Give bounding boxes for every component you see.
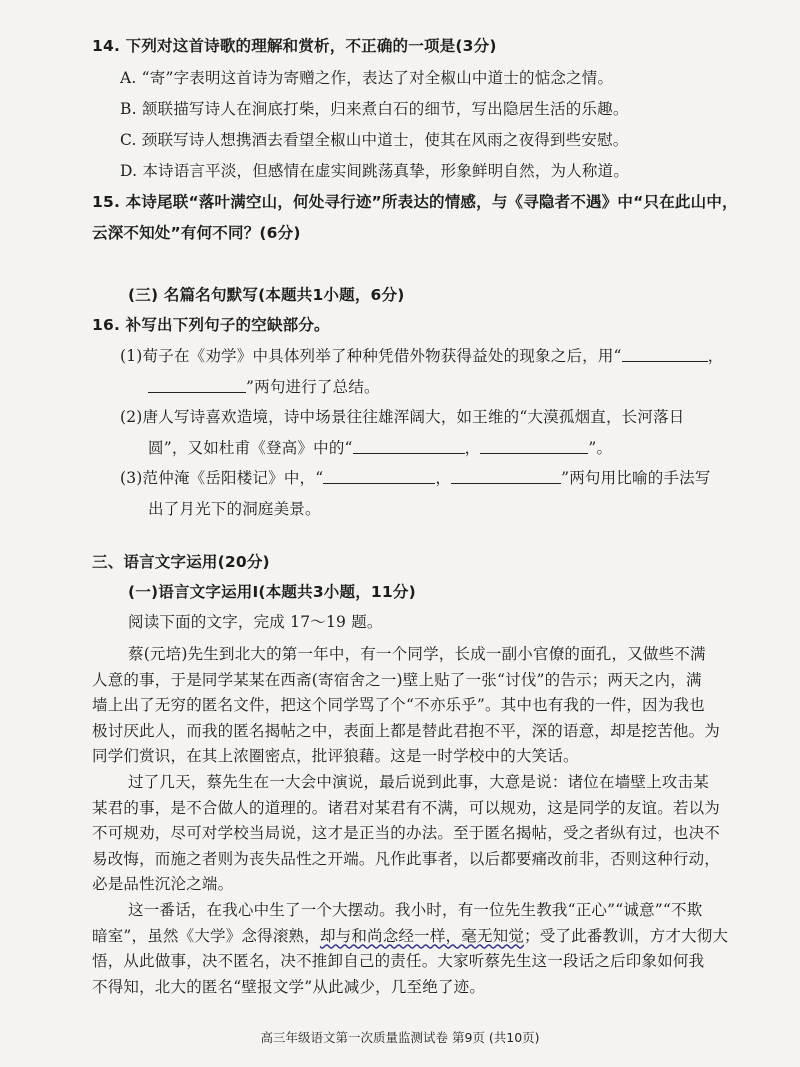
passage-line: 不可规劝，尽可对学校当局说，这才是正当的办法。至于匿名揭帖，受之者纵有过，也决不 <box>92 824 721 843</box>
passage-line: 同学们赏识，在其上浓圈密点，批评狼藉。这是一时学校中的大笑话。 <box>92 747 579 766</box>
q14-option-c: C. 颈联写诗人想携酒去看望全椒山中道士，使其在风雨之夜得到些安慰。 <box>120 131 629 149</box>
passage-line: 易改悔，而施之者则为丧失品性之开端。凡作此事者，以后都要痛改前非，否则这种行动， <box>92 849 721 868</box>
q14-option-a: A. “寄”字表明这首诗为寄赠之作，表达了对全椒山中道士的惦念之情。 <box>120 69 614 87</box>
passage-line: 悟，从此做事，决不匿名，决不推卸自己的责任。大家听蔡先生这一段话之后印象如何我 <box>92 952 705 971</box>
q15-line2: 云深不知处”有何不同？(6分) <box>92 224 301 242</box>
q16-p2-text-c: ， <box>464 439 481 457</box>
q16-p2-text-d: ”。 <box>588 439 613 457</box>
q16-part1-line2 <box>148 375 380 397</box>
answer-blank-4[interactable] <box>480 439 588 454</box>
page-footer: 高三年级语文第一次质量监测试卷 第9页 (共10页) <box>260 1030 540 1045</box>
passage-line: 不得知，北大的匿名“壁报文学”从此减少，几至绝了迹。 <box>92 977 486 996</box>
q14-option-d: D. 本诗语言平淡，但感情在虚实间跳荡真挚，形象鲜明自然，为人称道。 <box>120 162 630 180</box>
answer-blank-3[interactable] <box>353 439 465 454</box>
section-famous-lines-heading: (三) 名篇名句默写(本题共1小题，6分) <box>128 286 405 304</box>
underlined-phrase: 却与和尚念经一样，毫无知觉 <box>319 926 525 945</box>
passage-segment: ；受了此番教训，方才大彻大 <box>524 926 729 945</box>
q16-p3-text-a: (3)范仲淹《岳阳楼记》中，“ <box>120 469 324 487</box>
q16-p1-text-a: (1)荀子在《劝学》中具体列举了种种凭借外物获得益处的现象之后，用“ <box>120 347 622 365</box>
q16-part3-line2: 出了月光下的洞庭美景。 <box>148 500 321 518</box>
q14-option-b: B. 颔联描写诗人在涧底打柴，归来煮白石的细节，写出隐居生活的乐趣。 <box>120 100 629 118</box>
passage-line: 这一番话，在我心中生了一个大摆动。我小时，有一位先生教我“正心”“诚意”“不欺 <box>128 901 703 919</box>
q16-part2-line2 <box>148 436 612 458</box>
reading-instruction: 阅读下面的文字，完成 17～19 题。 <box>128 613 383 631</box>
passage-line: 极讨厌此人，而我的匿名揭帖之中，表面上都是替此君抱不平，深的语意，却是挖苦他。为 <box>92 721 721 740</box>
q16-part3-line1 <box>120 466 711 488</box>
q16-p3-text-c: ”两句用比喻的手法写 <box>561 469 711 487</box>
passage-line: 人意的事，于是同学某某在西斋(寄宿舍之一)壁上贴了一张“讨伐”的告示；两天之内，满 <box>92 670 702 689</box>
q16-p3-text-b: ， <box>435 469 452 487</box>
passage-line: 必是品性沉沦之端。 <box>92 875 234 894</box>
passage-line: 蔡(元培)先生到北大的第一年中，有一个同学，长成一副小官僚的面孔，又做些不满 <box>128 645 706 663</box>
q16-p2-text-b: 圆”，又如杜甫《登高》中的“ <box>148 439 353 457</box>
section-three-title: 三、语言文字运用(20分) <box>92 553 270 571</box>
passage-segment: 暗室”，虽然《大学》念得滚熟， <box>92 926 320 945</box>
passage-line: 某君的事，是不合做人的道理的。诸君对某君有不满，可以规劝，这是同学的友谊。若以为 <box>92 798 721 817</box>
q16-stem: 16. 补写出下列句子的空缺部分。 <box>92 316 330 334</box>
q16-p1-text-b: ， <box>707 347 724 365</box>
answer-blank-6[interactable] <box>451 469 561 484</box>
q15-line1: 15. 本诗尾联“落叶满空山，何处寻行迹”所表达的情感，与《寻隐者不遇》中“只在此山中， <box>92 193 738 211</box>
section-three-sub: (一)语言文字运用Ⅰ(本题共3小题，11分) <box>128 583 416 601</box>
q16-part1-line1 <box>120 344 723 366</box>
q16-p1-text-c: ”两句进行了总结。 <box>246 378 380 396</box>
passage-line-underlined <box>92 924 728 946</box>
q14-stem: 14. 下列对这首诗歌的理解和赏析，不正确的一项是(3分) <box>92 37 497 55</box>
answer-blank-2[interactable] <box>148 378 246 393</box>
q16-part2-line1: (2)唐人写诗喜欢造境，诗中场景往往雄浑阔大，如王维的“大漠孤烟直，长河落日 <box>120 408 685 426</box>
answer-blank-5[interactable] <box>323 469 435 484</box>
passage-line: 过了几天，蔡先生在一大会中演说，最后说到此事，大意是说：诸位在墙壁上攻击某 <box>128 773 709 791</box>
passage-line: 墙上出了无穷的匿名文件，把这个同学骂了个“不亦乐乎”。其中也有我的一件，因为我也 <box>92 696 705 715</box>
answer-blank-1[interactable] <box>622 347 708 362</box>
